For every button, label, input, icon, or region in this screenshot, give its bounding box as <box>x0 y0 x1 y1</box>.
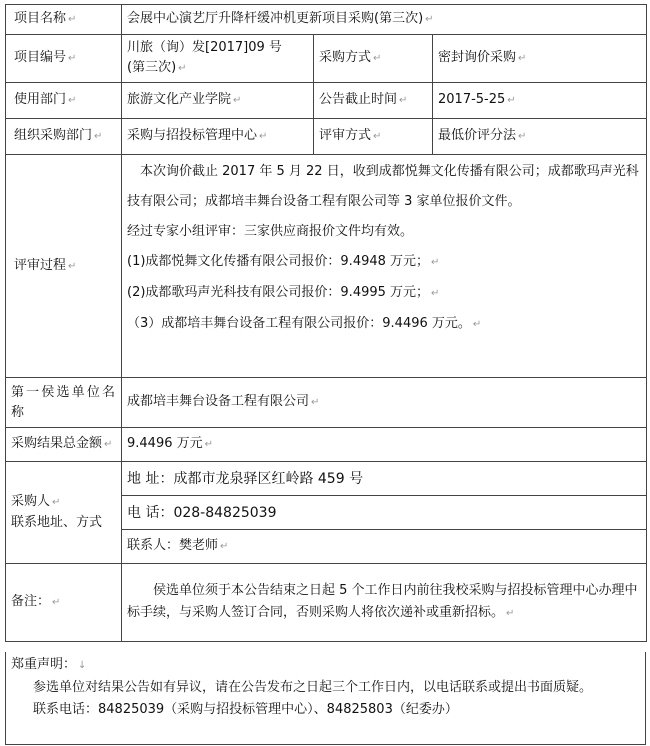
value-cell <box>122 496 647 530</box>
deadline-label: 公告截止时间 <box>319 92 398 107</box>
process-paragraph-1: 本次询价截止 2017 年 5 月 22 日，收到成都悦舞文化传播有限公司；成都歌玛声光科技有限公司；成都培丰舞台设备工程有限公司等 3 家单位报价文件。 <box>127 164 639 209</box>
statement-contact-line: 联系电话：84825039（采购与招投标管理中心）、84825803（纪委办） <box>33 702 458 717</box>
statement-section: 郑重声明： ↓ 参选单位对结果公告如有异议，请在公告发布之日起三个工作日内，以电话联系或提出书面质疑。 联系电话：84825039（采购与招投标管理中心）、84825803（纪委办） <box>5 652 646 745</box>
review-method-label: 评审方式 <box>319 128 372 143</box>
row-dept <box>6 83 647 119</box>
project-no-line1: 川旅（询）发[2017]09 号 <box>127 40 282 55</box>
row-total <box>6 428 647 462</box>
row-project-no <box>6 35 647 83</box>
org-dept-value: 采购与招投标管理中心 <box>127 128 258 143</box>
value-cell: 2017-5-25 ↵ <box>433 83 647 119</box>
value-cell: 9.4496 万元 ↵ <box>122 428 647 462</box>
phone-value: 电 话：028-84825039 <box>127 504 277 521</box>
process-cell: 本次询价截止 2017 年 5 月 22 日，收到成都悦舞文化传播有限公司；成都歌玛声光科技有限公司；成都培丰舞台设备工程有限公司等 3 家单位报价文件。 经过专家小组评审：三家供应商报价文件均有效。 (1)成都悦舞文化传播有限公司报价：9.4948 万元； ↵ (2)成都歌玛声光科技有限公司报价：9.4995 万元； ↵ （3）成都培丰舞台设备工程有限公司报价：9.4496 万元。 ↵ <box>122 155 647 378</box>
dept-label: 使用部门 <box>14 92 67 107</box>
label-cell <box>6 378 122 428</box>
row-process <box>6 155 647 378</box>
value-cell: 会展中心演艺厅升降杆缓冲机更新项目采购(第三次) ↵ <box>122 5 647 35</box>
row-address <box>6 462 647 496</box>
value-cell <box>122 462 647 496</box>
candidate-value: 成都培丰舞台设备工程有限公司 <box>127 394 310 409</box>
label-cell: 采购方式 ↵ <box>314 35 433 83</box>
label-cell: 组织采购部门 ↵ <box>6 119 122 155</box>
row-org-dept <box>6 119 647 155</box>
remark-cell: 侯选单位须于本公告结束之日起 5 个工作日内前往我校采购与招投标管理中心办理中标手续，与采购人签订合同，否则采购人将依次递补或重新招标。 ↵ <box>122 564 647 642</box>
project-name-label: 项目名称 <box>14 11 67 26</box>
review-method-value: 最低价评分法 <box>438 128 517 143</box>
row-project-name <box>6 5 647 35</box>
candidate-label: 第一侯选单位名称 <box>11 384 116 420</box>
label-cell: 评审过程 ↵ <box>6 155 122 378</box>
deadline-value: 2017-5-25 <box>438 92 506 107</box>
project-no-label: 项目编号 <box>14 50 67 65</box>
value-cell: 联系人：樊老师 ↵ <box>122 530 647 564</box>
label-cell: 备注： ↵ <box>6 564 122 642</box>
remark-label: 备注： <box>11 594 51 609</box>
procurement-info-table <box>5 4 647 642</box>
project-name-value: 会展中心演艺厅升降杆缓冲机更新项目采购(第三次) <box>127 11 424 26</box>
value-cell: 川旅（询）发[2017]09 号 (第三次) ↵ <box>122 35 314 83</box>
label-cell: 项目编号 ↵ <box>6 35 122 83</box>
buyer-label-line1: 采购人 <box>11 494 51 509</box>
contact-value: 联系人：樊老师 <box>127 538 219 553</box>
purchase-method-value: 密封询价采购 <box>438 50 517 65</box>
buyer-label-line2: 联系地址、方式 <box>11 515 103 530</box>
dept-value: 旅游文化产业学院 <box>127 92 232 107</box>
process-paragraph-2: 经过专家小组评审：三家供应商报价文件均有效。 <box>127 224 414 239</box>
quote-line-3: （3）成都培丰舞台设备工程有限公司报价：9.4496 万元。 <box>127 316 471 331</box>
value-cell: 最低价评分法 ↵ <box>433 119 647 155</box>
value-cell: 成都培丰舞台设备工程有限公司 ↵ <box>122 378 647 428</box>
org-dept-label: 组织采购部门 <box>14 128 93 143</box>
value-cell: 采购与招投标管理中心 ↵ <box>122 119 314 155</box>
label-cell: 公告截止时间 ↵ <box>314 83 433 119</box>
project-no-line2: (第三次) <box>127 60 177 75</box>
purchase-method-label: 采购方式 <box>319 50 372 65</box>
total-label: 采购结果总金额 <box>11 436 103 451</box>
address-value: 地 址：成都市龙泉驿区红岭路 459 号 <box>127 470 364 487</box>
label-cell: 项目名称 ↵ <box>6 5 122 35</box>
process-label: 评审过程 <box>14 257 67 273</box>
remark-value: 侯选单位须于本公告结束之日起 5 个工作日内前往我校采购与招投标管理中心办理中标手续，与采购人签订合同，否则采购人将依次递补或重新招标。 <box>127 583 638 620</box>
label-cell: 使用部门 ↵ <box>6 83 122 119</box>
quote-line-2: (2)成都歌玛声光科技有限公司报价：9.4995 万元； <box>127 285 430 300</box>
row-candidate <box>6 378 647 428</box>
statement-title: 郑重声明： <box>11 657 77 672</box>
buyer-label-cell: 采购人 ↵ 联系地址、方式 <box>6 462 122 564</box>
quote-line-1: (1)成都悦舞文化传播有限公司报价：9.4948 万元； <box>127 254 430 269</box>
label-cell: 评审方式 ↵ <box>314 119 433 155</box>
value-cell: 旅游文化产业学院 ↵ <box>122 83 314 119</box>
statement-body: 参选单位对结果公告如有异议，请在公告发布之日起三个工作日内，以电话联系或提出书面质疑。 <box>33 680 593 695</box>
value-cell: 密封询价采购 ↵ <box>433 35 647 83</box>
total-value: 9.4496 万元 <box>127 436 203 451</box>
row-remark <box>6 564 647 642</box>
label-cell: 采购结果总金额 ↵ <box>6 428 122 462</box>
